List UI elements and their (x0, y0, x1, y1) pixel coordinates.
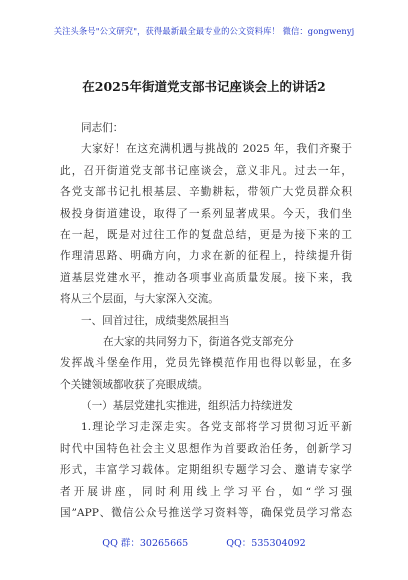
contact-footer (0, 535, 408, 549)
document-title: 在2025年街道党支部书记座谈会上的讲话2 (82, 79, 326, 94)
body-line: 作理清思路、明确方向，力求在新的征程上，持续提升街 (60, 250, 352, 263)
body-line: 在一起，既是对过往工作的复盘总结，更是为接下来的工 (60, 228, 352, 241)
body-line: 个关键领域都收获了亮眼成绩。 (60, 378, 209, 391)
body-line: 者开展讲座，同时利用线上学习平台，如“学习强 (60, 485, 352, 498)
subsection-heading: （一）基层党建扎实推进，组织活力持续迸发 (81, 400, 293, 413)
body-line: 此，召开街道党支部书记座谈会，意义非凡。过去一年， (60, 164, 352, 177)
document-body (60, 118, 352, 524)
body-line: 极投身街道建设，取得了一系列显著成果。今天，我们坐 (60, 207, 352, 220)
body-line: 形式，丰富学习载体。定期组织专题学习会、邀请专家学 (60, 464, 352, 477)
body-line: 大家好！在这充满机遇与挑战的 2025 年，我们齐聚于 (81, 143, 352, 156)
body-line: 时代中国特色社会主义思想作为首要政治任务，创新学习 (60, 442, 352, 455)
qq-group-number: QQ 群：30265665 (102, 538, 189, 549)
body-line: 发挥战斗堡垒作用，党员先锋模范作用也得以彰显，在多 (60, 357, 352, 370)
body-line: 在大家的共同努力下，街道各党支部充分 (103, 335, 294, 348)
qq-number: QQ：535304092 (226, 538, 306, 549)
body-line: 1.理论学习走深走实。各党支部将学习贯彻习近平新 (81, 421, 352, 434)
body-line: 各党支部书记扎根基层、辛勤耕耘，带领广大党员群众积 (60, 186, 352, 199)
body-line: 国”APP、微信公众号推送学习资料等，确保党员学习常态 (60, 507, 352, 520)
salutation: 同志们： (81, 122, 124, 134)
body-line: 将从三个层面，与大家深入交流。 (60, 293, 219, 306)
promo-banner: 关注头条号"公文研究"，获得最新最全最专业的公文资料库！ 微信：gongwenyj (53, 26, 355, 36)
section-heading: 一、回首过往，成绩斐然展担当 (81, 314, 230, 327)
body-line: 道基层党建水平，推动各项事业高质量发展。接下来，我 (60, 271, 352, 284)
